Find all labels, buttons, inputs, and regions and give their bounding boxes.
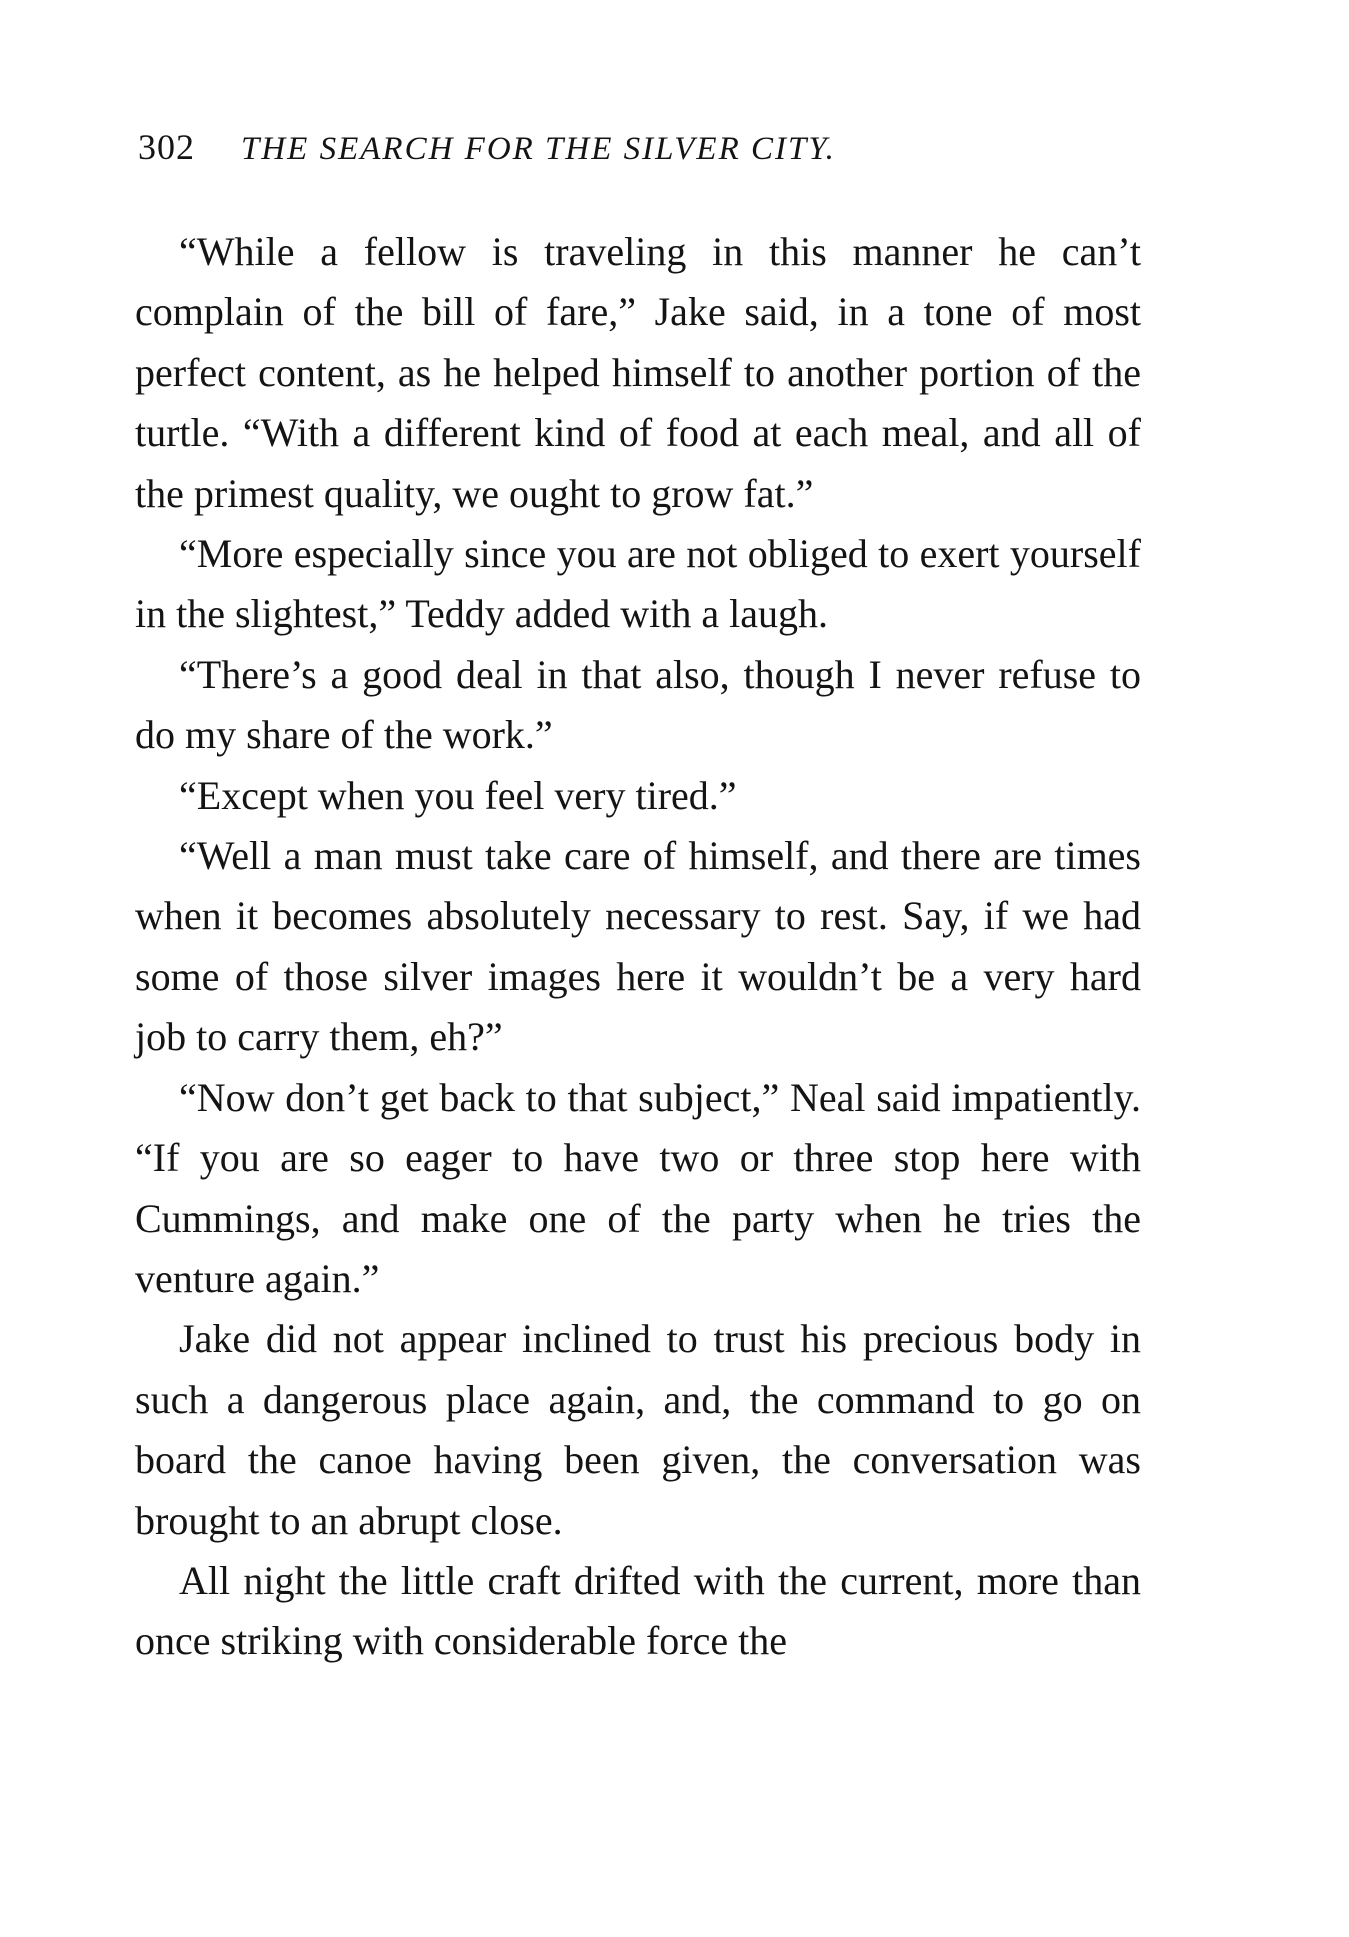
paragraph: “Well a man must take care of himself, and there are times when it becomes absolutely necessary to rest. Say, if we had some of those silver images here it wouldn’t be a very hard job to carry them, eh?” [135,833,1141,1060]
paragraph: “Now don’t get back to that subject,” Neal said impatiently. “If you are so eager to have two or three stop here with Cummings, and make one of the party when he tries the venture again.” [135,1074,1141,1301]
paragraph: “There’s a good deal in that also, though I never refuse to do my share of the work.” [135,651,1141,758]
paragraph: “Except when you feel very tired.” [179,772,737,818]
paragraph: Jake did not appear inclined to trust his precious body in such a dangerous place again, and, the command to go on board the canoe having been given, the conversation was brought to an abrupt close. [135,1316,1141,1543]
paragraph: All night the little craft drifted with the current, more than once striking with considerable force the [135,1557,1141,1664]
page-header [138,126,1148,176]
body-text [135,222,1141,1672]
paragraph: “More especially since you are not obliged to exert yourself in the slightest,” Teddy added with a laugh. [135,531,1141,637]
running-title: THE SEARCH FOR THE SILVER CITY. [241,131,836,167]
paragraph: “While a fellow is traveling in this manner he can’t complain of the bill of fare,” Jake said, in a tone of most perfect content, as he helped himself to another portion of the turtle. “With a different kind of food at each meal, and all of the primest quality, we ought to grow fat.” [135,229,1141,516]
page-number: 302 [138,127,195,167]
